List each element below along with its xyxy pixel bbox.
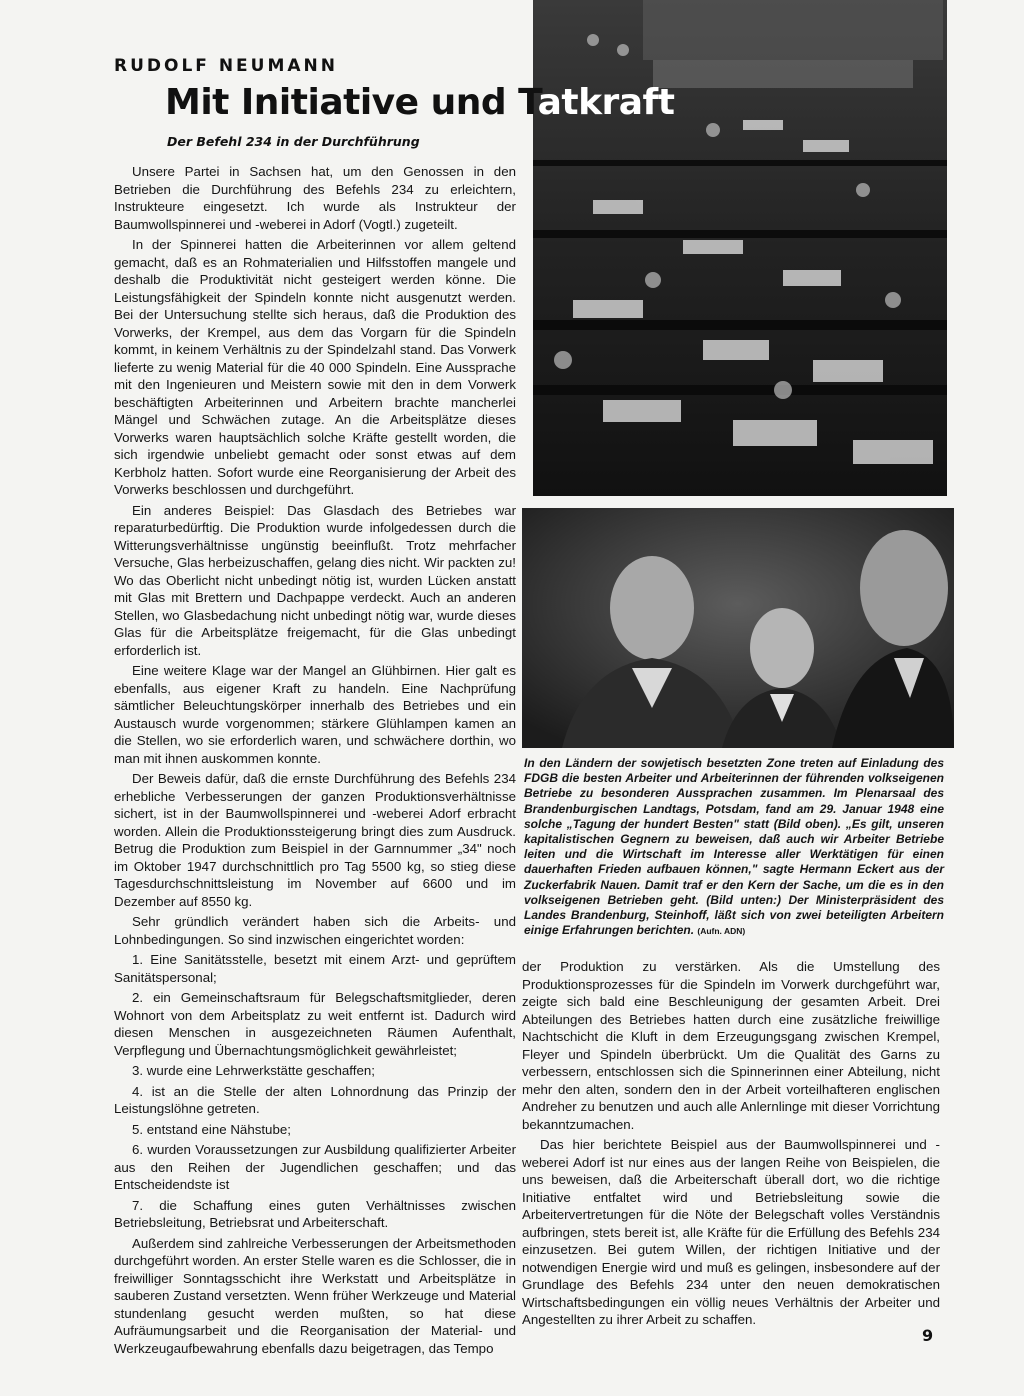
paragraph: In der Spinnerei hatten die Arbeiterinnen vor allem geltend gemacht, daß es an Rohmaterialien und Hilfsstoffen mangele und deshalb die Produktivität nicht gesteigert werden könne. Die Leistungsfähigkeit der Spindeln konnte nicht ausgenutzt werden. Bei der Untersuchung stellte sich heraus, daß die Produktion des Vorwerks, der Krempel, aus dem das Vorgarn für die Spindeln kommt, in keinem Verhältnis zu der Spindelzahl stand. Das Vorwerk lieferte zu wenig Material für die 40 000 Spindeln. Eine Aussprache mit den Ingenieuren und Meistern sowie mit den in dem Vorwerk beschäftigten Arbeiterinnen und Arbeitern brachte mancherlei Mängel und Schwächen zutage. An die Arbeitsplätze dieses Vorwerks waren hauptsächlich solche Kräfte gestellt worden, die sich irgendwie unbeliebt gemacht oder sonst etwas auf dem Kerbholz hatten. Sofort wurde eine Reorganisierung der Arbeit des Vorwerks beschlossen und durchgeführt. — [114, 237, 516, 497]
list-item: 2. ein Gemeinschaftsraum für Belegschaftsmitglieder, deren Wohnort von dem Arbeitsplatz zu weit entfernt ist. Dadurch wird diesen Menschen in ausgezeichneten Räumen Aufenthalt, Verpflegung und Übernachtungsmöglichkeit gewährleistet; — [114, 990, 516, 1058]
paragraph: Ein anderes Beispiel: Das Glasdach des Betriebes war reparaturbedürftig. Die Produktion wurde infolgedessen durch die Witterungsverhältnisse ungünstig beeinflußt. Trotz mehrfacher Versuche, Glas herbeizuschaffen, gelang dies nicht. Wir packten zu! Wo das Oberlicht nicht unbedingt nötig ist, wurden Lücken anstatt mit Glas mit Brettern und Dachpappe verdeckt. Auch an anderen Stellen, wo Glasbedachung nicht unbedingt nötig war, wurde dieses Glas für die Arbeitsplätze freigemacht, für die Glas unbedingt erforderlich ist. — [114, 502, 516, 658]
title-main: Mit Initiative und T — [165, 82, 538, 123]
list-item: 5. entstand eine Nähstube; — [132, 1121, 291, 1137]
article-subtitle: Der Befehl 234 in der Durchführung — [167, 134, 420, 149]
author-name: RUDOLF NEUMANN — [114, 56, 338, 76]
paragraph: Der Beweis dafür, daß die ernste Durchführung des Befehls 234 erhebliche Verbesserungen der ganzen Produktionsverhältnisse sichert, ist in der Baumwollspinnerei und -weberei Adorf erbracht worden. Allein die Produktionssteigerung bringt dies zum Ausdruck. Betrug die Produktion zum Beispiel in der Garnnummer „34" noch im Oktober 1947 durchschnittlich pro Tag 5500 kg, so stieg diese Tagesdurchschnittsleistung im November auf 6600 und im Dezember auf 8550 kg. — [114, 771, 516, 909]
paragraph: Unsere Partei in Sachsen hat, um den Genossen in den Betrieben die Durchführung des Befehls 234 zu erleichtern, Instrukteure eingesetzt. Ich wurde als Instrukteur der Baumwollspinnerei und -weberei in Adorf (Vogtl.) zugeteilt. — [114, 164, 516, 232]
paragraph: Sehr gründlich verändert haben sich die Arbeits- und Lohnbedingungen. So sind inzwischen eingerichtet worden: — [114, 914, 516, 947]
plenary-hall-photo — [533, 0, 947, 496]
article-body-right — [522, 958, 940, 1327]
caption-text: In den Ländern der sowjetisch besetzten Zone treten auf Einladung des FDGB die besten Arbeiter und Arbeiterinnen der führenden volkseigenen Betriebe zu besonderen Aussprachen zusammen. Im Plenarsaal des Brandenburgischen Landtags, Potsdam, fand am 29. Januar 1948 eine solche „Tagung der hundert Besten" statt (Bild oben). „Es gilt, unseren kapitalistischen Gegnern zu beweisen, daß auch wir Arbeiter Betriebe leiten und die Wirtschaft im Interesse aller Werktätigen für einen dauerhaften Frieden aufbauen können," sagte Hermann Eckert aus der Zuckerfabrik Nauen. Damit traf er den Kern der Sache, um die es in den volkseigenen Betrieben geht. (Bild unten:) Der Ministerpräsident des Landes Brandenburg, Steinhoff, läßt sich von zwei beteiligten Arbeitern einige Erfahrungen berichten. — [524, 756, 944, 938]
article-title — [165, 82, 674, 123]
plenary-hall-image — [533, 0, 947, 496]
paragraph: der Produktion zu verstärken. Als die Umstellung des Produktionsprozesses für die Spindeln im Vorwerk durchgeführt war, zeigte sich bald eine Beschleunigung der gesamten Arbeit. Drei Abteilungen des Betriebes hatten durch eine zusätzliche freiwillige Nachtschicht die Kluft in dem Erzeugungsgang zwischen Krempel, Fleyer und Spindeln überbrückt. Um die Qualität des Garns zu verbessern, entschlossen sich die Spinnerinnen einer Abteilung, nicht mehr den alten, sondern den in der Arbeit vorteilhafteren englischen Andreher zu benutzen und auch alle Anlernlinge mit dieser Vorrichtung bekanntzumachen. — [522, 959, 940, 1132]
ministers-image — [522, 508, 954, 748]
list-item: 6. wurden Voraussetzungen zur Ausbildung qualifizierter Arbeiter aus den Reihen der Jugendlichen geschaffen; und das Entscheidendste ist — [114, 1142, 516, 1192]
paragraph: Eine weitere Klage war der Mangel an Glühbirnen. Hier galt es ebenfalls, aus eigener Kraft zu handeln. Eine Nachprüfung sämtlicher Beleuchtungskörper innerhalb des Betriebes und ein Austausch wurde vorgenommen; stärkere Glühlampen kamen an die Stellen, wo sie erforderlich waren, und schwächere dorthin, wo man mit ihnen auskommen konnte. — [114, 663, 516, 766]
photo-credit: (Aufn. ADN) — [697, 926, 746, 937]
list-item: 3. wurde eine Lehrwerkstätte geschaffen; — [132, 1063, 375, 1078]
page-number: 9 — [922, 1326, 934, 1345]
ministers-photo — [522, 508, 954, 748]
paragraph: Außerdem sind zahlreiche Verbesserungen der Arbeitsmethoden durchgeführt worden. An erster Stelle waren es die Schlosser, die in freiwilliger Sonntagsschicht ihre Werkstatt und Arbeitsplätze in sauberen Zustand versetzten. Wenn früher Werkzeuge und Material stundenlang gesucht werden mußten, so hat diese Aufräumungsarbeit und die Reorganisation der Material- und Werkzeugaufbewahrung ebenfalls dazu beigetragen, das Tempo — [114, 1235, 516, 1356]
list-item: 4. ist an die Stelle der alten Lohnordnung das Prinzip der Leistungslöhne getreten. — [114, 1083, 516, 1116]
list-item: 7. die Schaffung eines guten Verhältnisses zwischen Betriebsleitung, Betriebsrat und Arbeiterschaft. — [114, 1197, 516, 1230]
photo-caption — [524, 756, 944, 939]
article-body-left — [114, 163, 516, 1356]
paragraph: Das hier berichtete Beispiel aus der Baumwollspinnerei und -weberei Adorf ist nur eines aus der langen Reihe von Beispielen, die uns beweisen, daß die Arbeiterschaft überall dort, wo die richtige Initiative entfaltet wird und Betriebsleitung sowie die Arbeitervertretungen für die Nöte der Belegschaft volles Verständnis aufbringen, stets bereit ist, alle Kräfte für die Erfüllung des Befehls 234 einzusetzen. Bei gutem Willen, der richtigen Initiative und der notwendigen Energie wird und muß es gelingen, insbesondere auf der Grundlage des Befehls 234 unter den neuen demokratischen Wirtschaftsbedingungen ein völlig neues Verhältnis der Arbeiter und Angestellten zu ihrer Arbeit zu schaffen. — [522, 1137, 940, 1327]
title-tail: atkraft — [537, 82, 675, 123]
list-item: 1. Eine Sanitätsstelle, besetzt mit einem Arzt- und geprüftem Sanitätspersonal; — [114, 952, 516, 985]
